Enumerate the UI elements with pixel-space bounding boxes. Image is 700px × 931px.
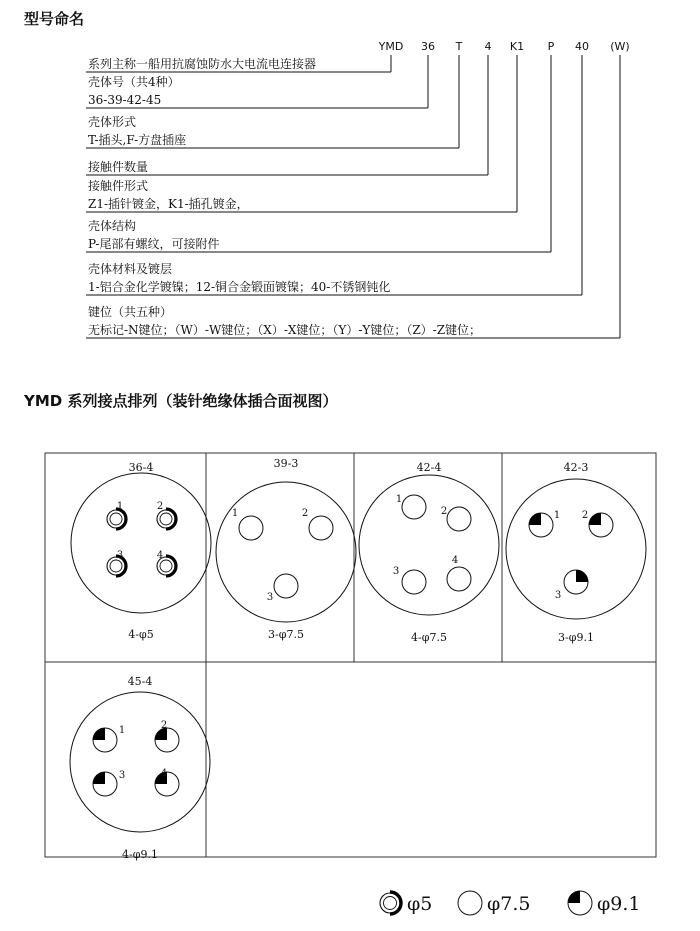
- model-code-segment: 4: [484, 40, 492, 53]
- model-code-segment: YMD: [378, 40, 404, 53]
- contact-d7: [309, 516, 333, 540]
- contact-number: 4: [156, 550, 164, 561]
- layout-42-4: [359, 461, 499, 644]
- naming-description: 壳体结构: [88, 219, 137, 233]
- contact-d5: [107, 509, 126, 529]
- model-code-segment: 36: [421, 40, 435, 53]
- layout-spec: 3-φ9.1: [558, 631, 594, 644]
- layout-title: 45-4: [127, 675, 153, 688]
- naming-description: 无标记-N键位；（W）-W键位；（X）-X键位；（Y）-Y键位；（Z）-Z键位；: [88, 323, 482, 337]
- contact-d7: [274, 574, 298, 598]
- section-title-contact-arrangement: YMD 系列接点排列（装针绝缘体插合面视图）: [24, 392, 338, 410]
- contact-number: 1: [116, 501, 124, 512]
- contact-number: 2: [301, 508, 309, 519]
- layout-spec: 4-φ9.1: [122, 848, 158, 861]
- contact-d7: [239, 516, 263, 540]
- insulator-face: [71, 473, 211, 613]
- layout-spec: 4-φ5: [128, 628, 154, 641]
- model-naming-diagram: [0, 30, 700, 350]
- naming-description: 1-铝合金化学镀镍；12-铜合金锻面镀镍；40-不锈钢钝化: [88, 280, 391, 294]
- layout-45-4: [70, 675, 210, 861]
- insulator-face: [70, 692, 210, 832]
- layout-39-3: [216, 457, 356, 641]
- legend-label: φ7.5: [487, 893, 531, 915]
- naming-description: 壳体形式: [88, 115, 137, 129]
- naming-description: P-尾部有螺纹，可接附件: [88, 237, 220, 251]
- layout-title: 42-4: [416, 461, 442, 474]
- contact-size-legend: [0, 880, 700, 930]
- naming-description: 壳体号（共4种）: [88, 75, 180, 89]
- contact-number: 4: [451, 555, 459, 566]
- contact-d9: [589, 513, 613, 537]
- model-code-segment: K1: [509, 40, 525, 53]
- naming-description: 接触件形式: [88, 179, 149, 193]
- contact-number: 2: [581, 510, 589, 521]
- layout-title: 36-4: [128, 461, 154, 474]
- contact-number: 3: [392, 566, 400, 577]
- naming-description: 壳体材料及镀层: [88, 262, 173, 276]
- contact-number: 3: [116, 550, 124, 561]
- contact-d7: [402, 495, 426, 519]
- naming-description: T-插头,F-方盘插座: [88, 133, 187, 147]
- layout-spec: 4-φ7.5: [411, 631, 447, 644]
- contact-d7: [447, 567, 471, 591]
- legend-label: φ9.1: [597, 893, 641, 915]
- arrangement-frame: [45, 453, 656, 857]
- contact-d7: [447, 507, 471, 531]
- contact-d9: [93, 772, 117, 796]
- contact-d9: [529, 513, 553, 537]
- contact-d9: [564, 570, 588, 594]
- naming-description: 36-39-42-45: [88, 93, 162, 107]
- legend-item-d5: [380, 892, 432, 915]
- layout-spec: 3-φ7.5: [268, 628, 304, 641]
- contact-number: 3: [554, 590, 562, 601]
- contact-number: 2: [156, 501, 164, 512]
- contact-number: 4: [160, 768, 168, 779]
- section-title-model-naming: 型号命名: [24, 10, 85, 28]
- contact-arrangement-grid: [0, 445, 700, 865]
- layout-36-4: [71, 461, 211, 641]
- contact-number: 1: [118, 725, 126, 736]
- legend-item-d7: [458, 891, 531, 915]
- naming-description: Z1-插针镀金，K1-插孔镀金，: [88, 197, 249, 211]
- naming-description: 键位（共五种）: [88, 305, 173, 319]
- naming-description: 接触件数量: [88, 160, 149, 174]
- model-code-segment: T: [455, 40, 463, 53]
- insulator-face: [216, 482, 356, 622]
- contact-d5: [157, 509, 176, 529]
- contact-number: 3: [266, 592, 274, 603]
- layout-title: 39-3: [273, 457, 299, 470]
- legend-item-d9: [568, 891, 641, 915]
- legend-label: φ5: [407, 893, 433, 915]
- model-code-segment: P: [547, 40, 555, 53]
- model-code-segment: 40: [575, 40, 589, 53]
- contact-number: 1: [395, 494, 403, 505]
- contact-number: 3: [118, 770, 126, 781]
- insulator-face: [359, 475, 499, 615]
- naming-description: 系列主称一船用抗腐蚀防水大电流电连接器: [88, 57, 317, 71]
- insulator-face: [506, 479, 646, 619]
- contact-number: 1: [231, 508, 239, 519]
- contact-number: 1: [553, 510, 561, 521]
- layout-42-3: [506, 461, 646, 644]
- contact-number: 2: [160, 720, 168, 731]
- model-code-segment: (W): [610, 40, 630, 53]
- contact-d9: [155, 728, 179, 752]
- contact-d7: [402, 570, 426, 594]
- layout-title: 42-3: [563, 461, 589, 474]
- contact-number: 2: [440, 506, 448, 517]
- contact-d9: [93, 728, 117, 752]
